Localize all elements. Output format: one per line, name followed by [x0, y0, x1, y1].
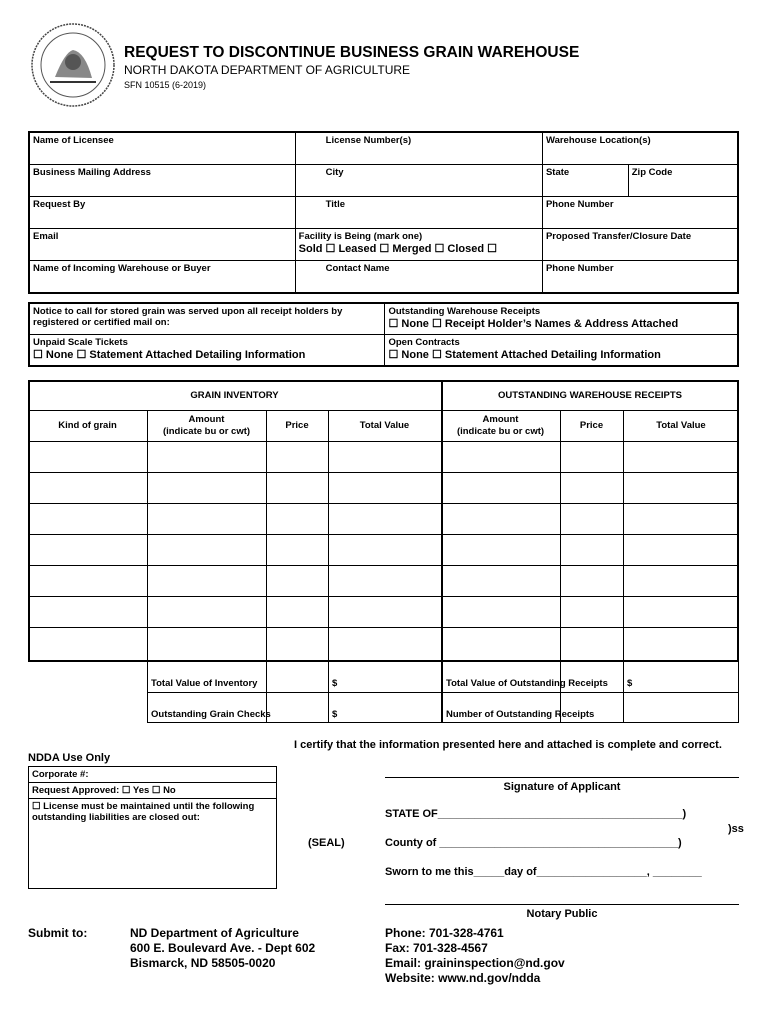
county-line[interactable]: County of _______________________________________) [385, 837, 682, 849]
outstanding-options[interactable]: ☐ None ☐ Receipt Holder’s Names & Address Attached [388, 318, 679, 330]
contact-fax: Fax: 701-328-4567 [385, 941, 488, 955]
grain-checks-dollar[interactable]: $ [332, 709, 338, 720]
total-receipts-label: Total Value of Outstanding Receipts [446, 678, 608, 689]
signature-line[interactable] [385, 777, 739, 778]
scale-options[interactable]: ☐ None ☐ Statement Attached Detailing Information [33, 349, 306, 361]
city-field[interactable]: City [295, 165, 542, 197]
licensee-info-table [28, 131, 739, 294]
form-number: SFN 10515 (6-2019) [124, 80, 207, 90]
sworn-line[interactable]: Sworn to me this_____day of__________________, ________ [385, 866, 702, 878]
warehouse-location-field[interactable]: Warehouse Location(s) [542, 132, 738, 165]
email-field[interactable]: Email [29, 229, 295, 261]
contracts-label: Open Contracts [388, 337, 460, 348]
request-by-field[interactable]: Request By [29, 197, 295, 229]
state-seal-icon [30, 22, 116, 108]
num-receipts-label: Number of Outstanding Receipts [446, 709, 595, 720]
zip-field[interactable]: Zip Code [628, 165, 738, 197]
amount-header: Amount [188, 414, 225, 425]
scale-label: Unpaid Scale Tickets [33, 337, 128, 348]
ndda-box [28, 766, 277, 889]
signature-label: Signature of Applicant [503, 781, 621, 793]
address-line1: ND Department of Agriculture [130, 926, 299, 940]
receipts-amount-header: Amount [482, 414, 519, 425]
mailing-address-field[interactable]: Business Mailing Address [29, 165, 295, 197]
facility-status-field[interactable] [295, 229, 542, 261]
form-title: REQUEST TO DISCONTINUE BUSINESS GRAIN WAREHOUSE [124, 44, 580, 61]
outstanding-receipts-header: OUTSTANDING WAREHOUSE RECEIPTS [497, 390, 683, 401]
address-line3: Bismarck, ND 58505-0020 [130, 956, 276, 970]
phone-field[interactable]: Phone Number [542, 197, 738, 229]
total-receipts-dollar[interactable]: $ [627, 678, 633, 689]
notices-table [28, 302, 739, 367]
corporate-field[interactable]: Corporate #: [29, 767, 276, 783]
total-value-header: Total Value [359, 420, 410, 431]
phone2-field[interactable]: Phone Number [542, 261, 738, 294]
open-contracts-field[interactable] [385, 335, 738, 367]
receipts-total-header: Total Value [656, 420, 706, 431]
total-inventory-label: Total Value of Inventory [151, 678, 258, 689]
incoming-warehouse-field[interactable]: Name of Incoming Warehouse or Buyer [29, 261, 295, 294]
contact-website[interactable]: Website: www.nd.gov/ndda [385, 971, 541, 985]
submit-label: Submit to: [28, 926, 88, 940]
contact-name-field[interactable]: Contact Name [295, 261, 542, 294]
state-of-line[interactable]: STATE OF________________________________________) [385, 808, 687, 820]
outstanding-receipts-field[interactable] [385, 303, 738, 335]
receipts-amount-subheader: (indicate bu or cwt) [456, 426, 545, 437]
name-of-licensee-field[interactable]: Name of Licensee [29, 132, 295, 165]
approved-field[interactable]: Request Approved: ☐ Yes ☐ No [29, 783, 276, 799]
grain-checks-label: Outstanding Grain Checks [151, 709, 271, 720]
inventory-grid [28, 380, 739, 723]
license-field[interactable]: ☐ License must be maintained until the following outstanding liabilities are closed out: [32, 801, 255, 823]
grain-inventory-header: GRAIN INVENTORY [190, 390, 279, 401]
contact-email[interactable]: Email: graininspection@nd.gov [385, 956, 565, 970]
certify-statement: I certify that the information presented here and attached is complete and correct. [294, 739, 722, 751]
department-name: NORTH DAKOTA DEPARTMENT OF AGRICULTURE [124, 63, 411, 77]
contracts-options[interactable]: ☐ None ☐ Statement Attached Detailing Information [388, 349, 661, 361]
receipts-price-header: Price [579, 420, 604, 431]
facility-label: Facility is Being (mark one) [298, 231, 423, 242]
transfer-date-field[interactable]: Proposed Transfer/Closure Date [542, 229, 738, 261]
kind-of-grain-header: Kind of grain [58, 420, 117, 431]
ndda-title: NDDA Use Only [28, 752, 111, 764]
license-number-field[interactable]: License Number(s) [295, 132, 542, 165]
contact-phone: Phone: 701-328-4761 [385, 926, 504, 940]
amount-subheader: (indicate bu or cwt) [162, 426, 251, 437]
title-field[interactable]: Title [295, 197, 542, 229]
scale-tickets-field[interactable] [29, 335, 385, 367]
address-line2: 600 E. Boulevard Ave. - Dept 602 [130, 941, 316, 955]
notary-line[interactable] [385, 904, 739, 905]
ss-mark: )ss [728, 823, 744, 835]
notice-field[interactable]: Notice to call for stored grain was served upon all receipt holders by registered or certified mail on: [29, 303, 385, 335]
outstanding-label: Outstanding Warehouse Receipts [388, 306, 541, 317]
price-header: Price [285, 420, 309, 431]
notary-label: Notary Public [526, 908, 598, 920]
total-inventory-dollar[interactable]: $ [332, 678, 338, 689]
facility-options[interactable]: Sold ☐ Leased ☐ Merged ☐ Closed ☐ [298, 243, 498, 255]
seal-label: (SEAL) [308, 837, 345, 849]
state-field[interactable]: State [542, 165, 628, 197]
